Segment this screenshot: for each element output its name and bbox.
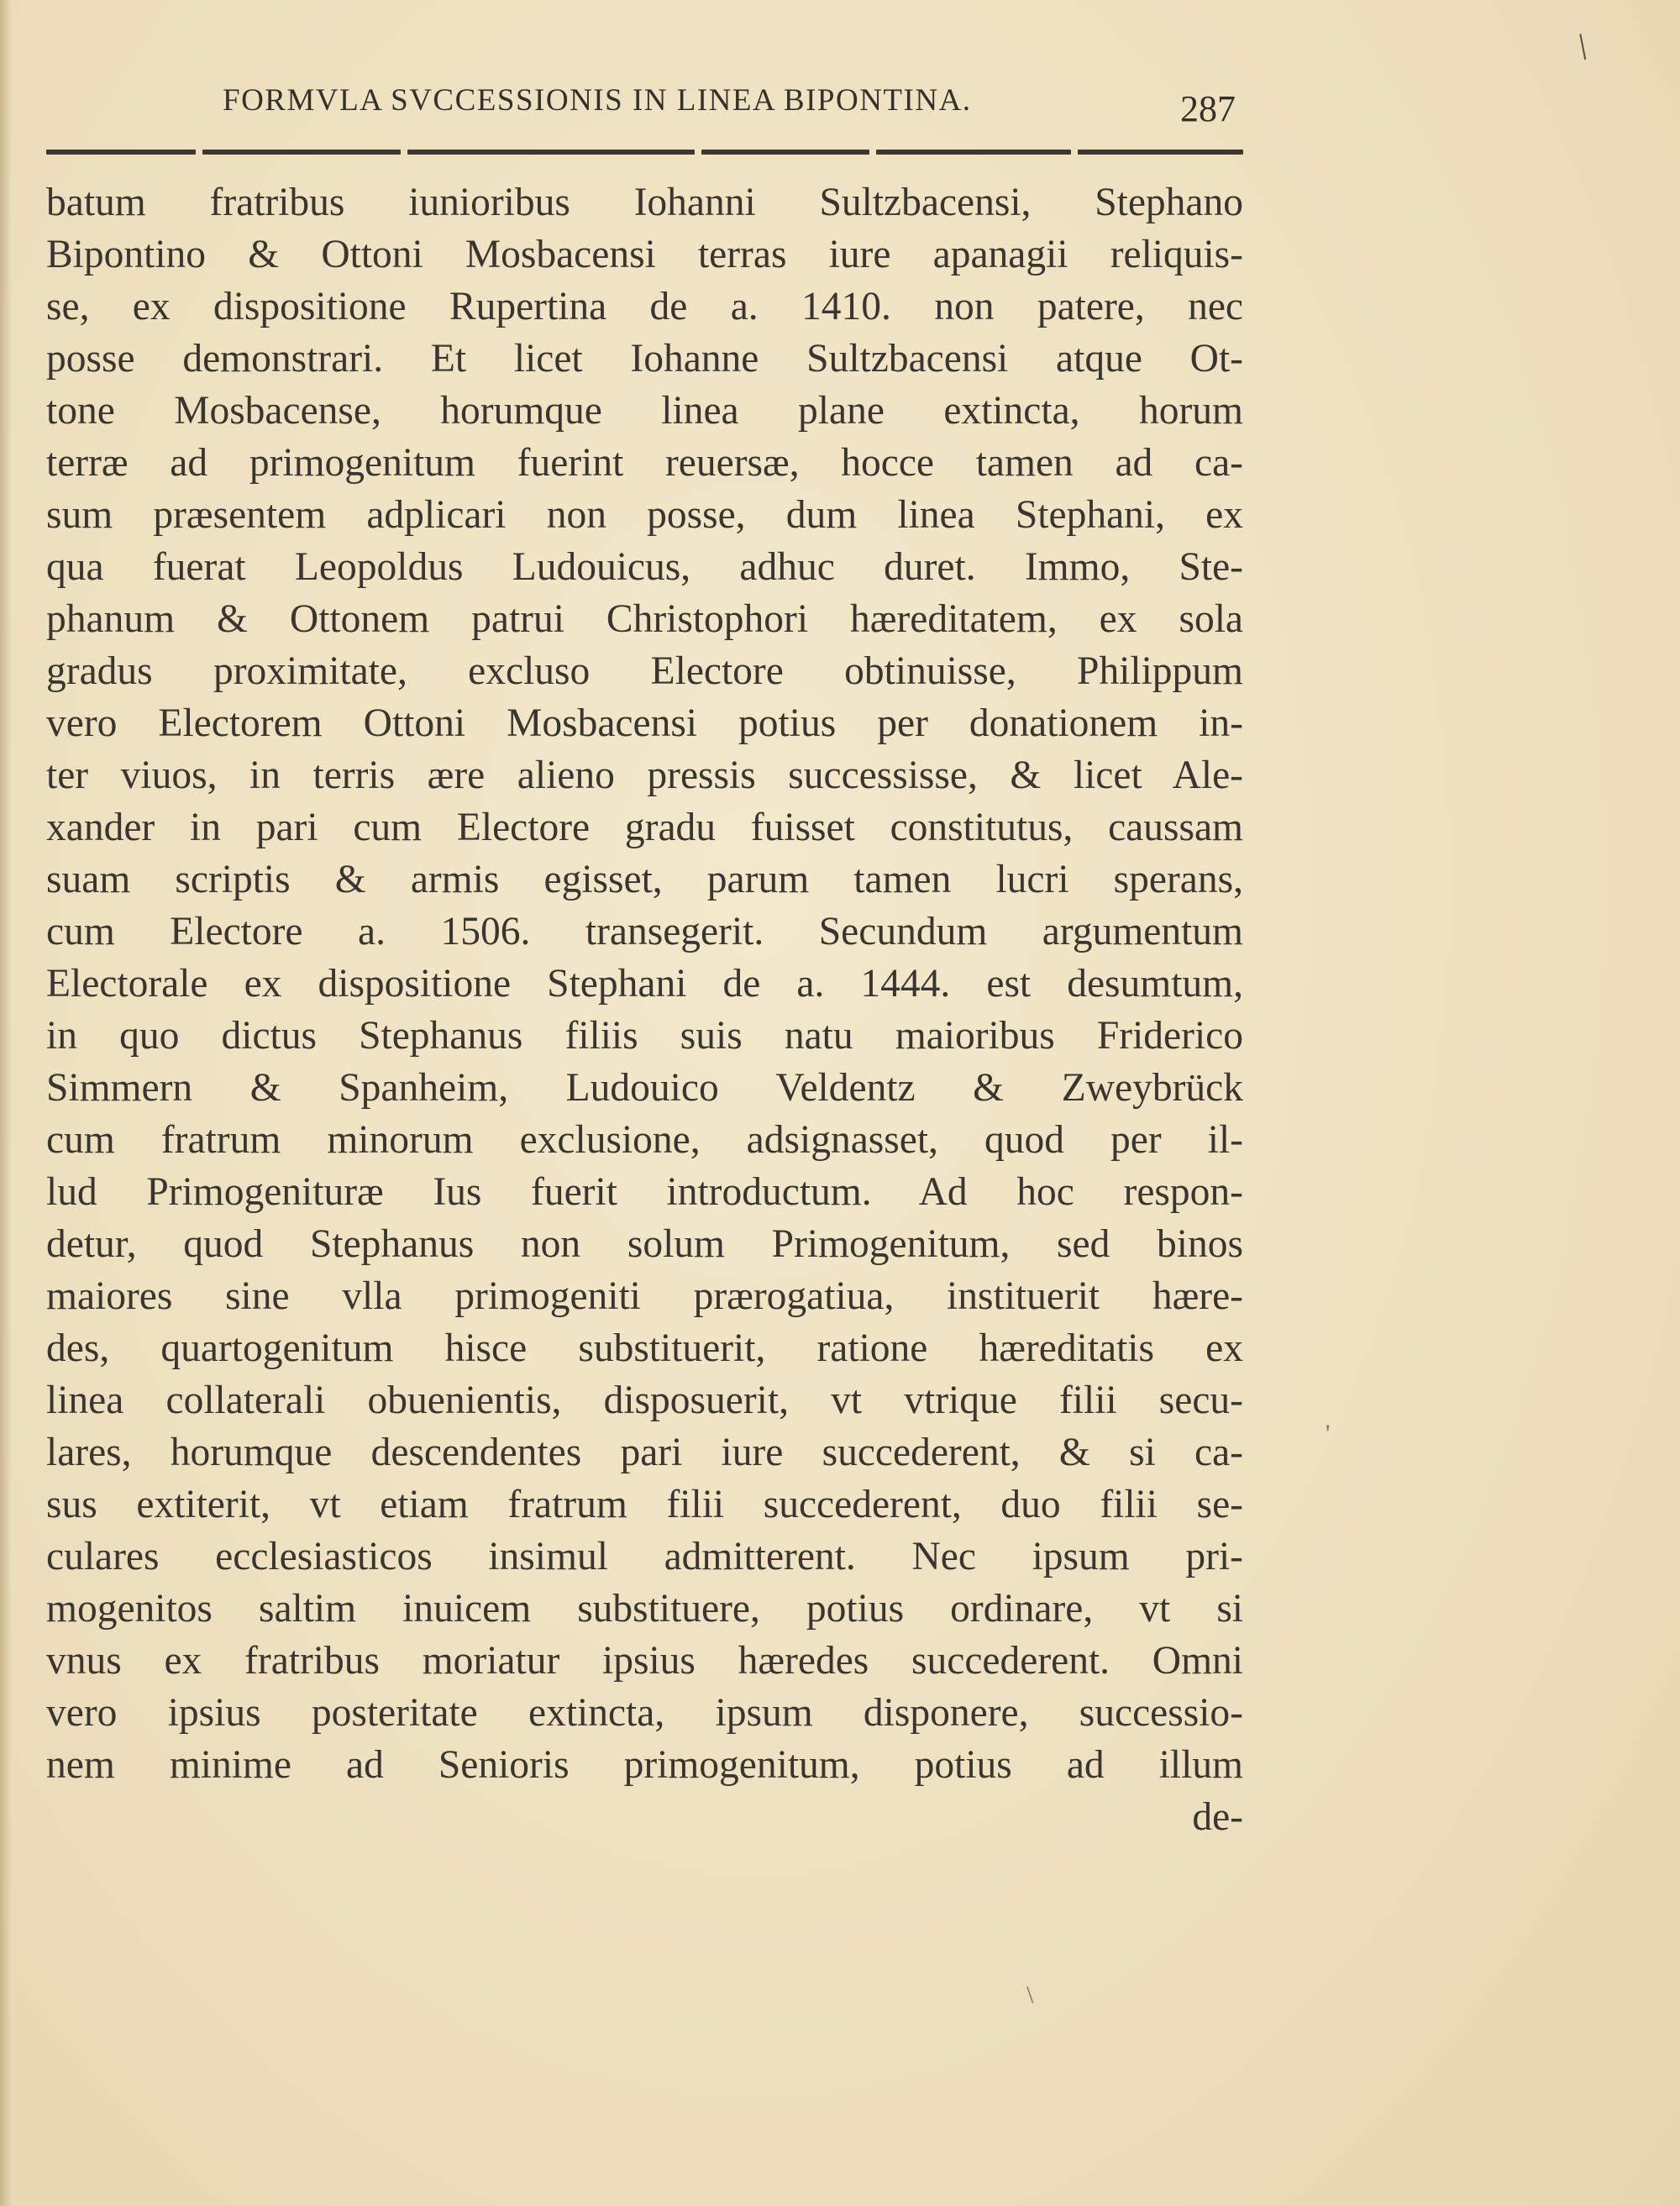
- text-line: batum fratribus iunioribus Iohanni Sultzbacensi, Stephano: [46, 181, 1243, 224]
- text-line: posse demonstrari. Et licet Iohanne Sultzbacensi atque Ot-: [46, 337, 1243, 381]
- text-line: sum præsentem adplicari non posse, dum linea Stephani, ex: [46, 493, 1243, 537]
- text-line: maiores sine vlla primogeniti prærogatiua, instituerit hære-: [46, 1274, 1243, 1318]
- text-line: lud Primogenituræ Ius fuerit introductum. Ad hoc respon-: [46, 1170, 1243, 1214]
- text-line: vnus ex fratribus moriatur ipsius hæredes succederent. Omni: [46, 1639, 1243, 1683]
- text-line: xander in pari cum Electore gradu fuisset constitutus, caussam: [46, 806, 1243, 849]
- header-rule: [46, 150, 1243, 155]
- text-line: ter viuos, in terris ære alieno pressis successisse, & licet Ale-: [46, 754, 1243, 797]
- text-line: tone Mosbacense, horumque linea plane extincta, horum: [46, 389, 1243, 433]
- ink-speck-icon: \: [1026, 1981, 1034, 2009]
- text-line: gradus proximitate, excluso Electore obtinuisse, Philippum: [46, 649, 1243, 693]
- text-line: des, quartogenitum hisce substituerit, ratione hæreditatis ex: [46, 1326, 1243, 1370]
- text-line: sus extiterit, vt etiam fratrum filii succederent, duo filii se-: [46, 1483, 1243, 1526]
- pencil-mark-icon: /: [1567, 26, 1598, 67]
- text-line: vero ipsius posteritate extincta, ipsum disponere, successio-: [46, 1691, 1243, 1735]
- text-line: vero Electorem Ottoni Mosbacensi potius per donationem in-: [46, 701, 1243, 745]
- text-line: Electorale ex dispositione Stephani de a. 1444. est desumtum,: [46, 962, 1243, 1006]
- text-line: culares ecclesiasticos insimul admitterent. Nec ipsum pri-: [46, 1535, 1243, 1578]
- page-gutter-shadow: [0, 0, 12, 2206]
- text-line: se, ex dispositione Rupertina de a. 1410. non patere, nec: [46, 285, 1243, 328]
- text-line: terræ ad primogenitum fuerint reuersæ, hocce tamen ad ca-: [46, 441, 1243, 485]
- page-header: [46, 77, 1243, 136]
- text-line: cum fratrum minorum exclusione, adsignasset, quod per il-: [46, 1118, 1243, 1162]
- text-line: suam scriptis & armis egisset, parum tamen lucri sperans,: [46, 858, 1243, 901]
- text-line: qua fuerat Leopoldus Ludouicus, adhuc duret. Immo, Ste-: [46, 545, 1243, 589]
- ink-speck-icon: ': [1326, 1420, 1331, 1447]
- text-line: detur, quod Stephanus non solum Primogenitum, sed binos: [46, 1222, 1243, 1266]
- page-number: 287: [1180, 88, 1236, 129]
- text-line: linea collaterali obuenientis, disposuerit, vt vtrique filii secu-: [46, 1379, 1243, 1422]
- text-line: lares, horumque descendentes pari iure succederent, & si ca-: [46, 1431, 1243, 1474]
- text-line: Bipontino & Ottoni Mosbacensi terras iure apanagii reliquis-: [46, 233, 1243, 276]
- text-line: Simmern & Spanheim, Ludouico Veldentz & Zweybrück: [46, 1066, 1243, 1110]
- text-line: phanum & Ottonem patrui Christophori hæreditatem, ex sola: [46, 597, 1243, 641]
- body-text: [46, 176, 1243, 1843]
- text-line: nem minime ad Senioris primogenitum, potius ad illum: [46, 1743, 1243, 1787]
- catchword: de-: [1192, 1795, 1243, 1839]
- text-line: cum Electore a. 1506. transegerit. Secundum argumentum: [46, 910, 1243, 953]
- running-head: FORMVLA SVCCESSIONIS IN LINEA BIPONTINA.: [223, 83, 972, 118]
- text-line: in quo dictus Stephanus filiis suis natu maioribus Friderico: [46, 1014, 1243, 1058]
- text-line: mogenitos saltim inuicem substituere, potius ordinare, vt si: [46, 1587, 1243, 1631]
